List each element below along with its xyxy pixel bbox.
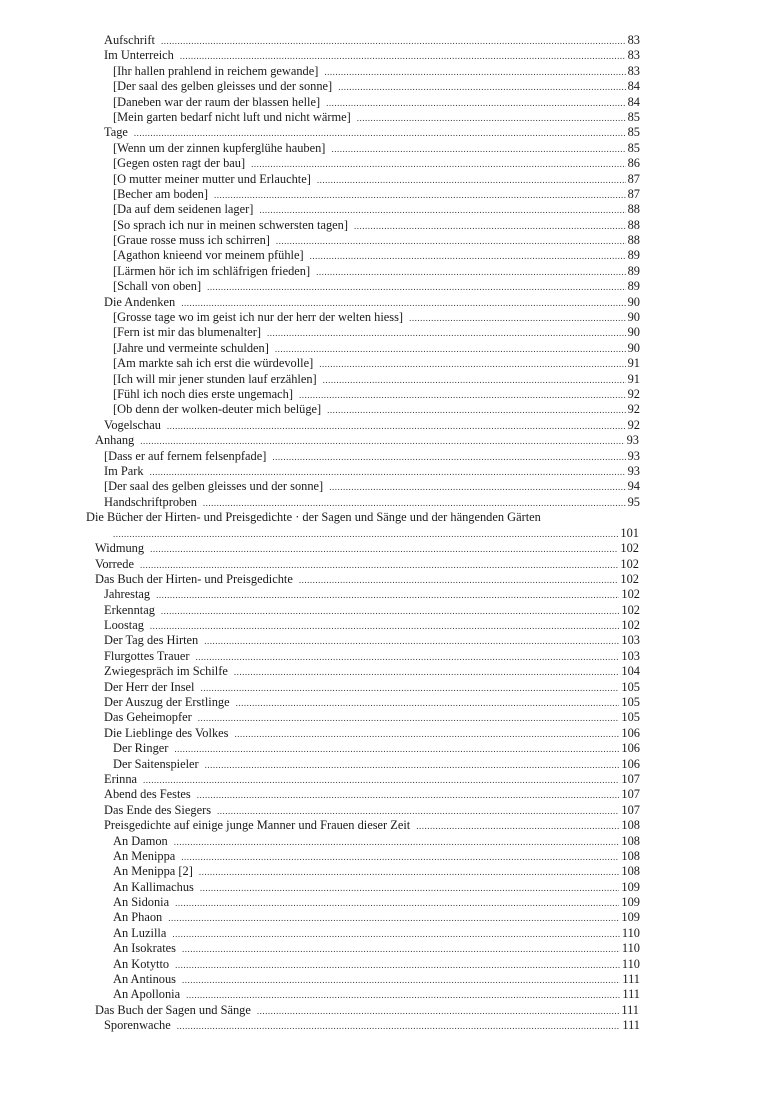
toc-entry[interactable] (0, 141, 770, 156)
toc-entry-title: [Ob denn der wolken-deuter mich belüge] (113, 402, 322, 417)
toc-entry-page: 83 (627, 63, 640, 78)
toc-entry[interactable] (0, 910, 770, 925)
toc-entry[interactable] (0, 680, 770, 695)
toc-entry-title: [Lärmen hör ich im schläfrigen frieden] (113, 263, 311, 278)
dot-leader (182, 973, 620, 988)
toc-entry-title: An Menippa [2] (113, 864, 193, 879)
toc-entry-title: Das Buch der Hirten- und Preisgedichte (95, 571, 293, 586)
toc-entry-page: 84 (627, 79, 640, 94)
toc-entry-title: Tage (104, 125, 128, 140)
toc-entry-title: [Agathon knieend vor meinem pfühle] (113, 248, 304, 263)
toc-entry[interactable] (0, 233, 770, 248)
toc-entry-title: An Phaon (113, 910, 163, 925)
toc-entry[interactable] (0, 218, 770, 233)
dot-leader (317, 173, 626, 188)
toc-entry[interactable] (0, 987, 770, 1002)
toc-entry-page: 105 (621, 679, 640, 694)
dot-leader (182, 942, 620, 957)
toc-entry-title: Das Buch der Sagen und Sänge (95, 1002, 251, 1017)
toc-entry-title: Zwiegespräch im Schilfe (104, 664, 228, 679)
toc-entry-title: Aufschrift (104, 33, 155, 47)
dot-leader (319, 357, 625, 372)
toc-entry-title: [Gegen osten ragt der bau] (113, 156, 246, 171)
toc-entry[interactable] (0, 418, 770, 433)
toc-entry[interactable] (0, 33, 770, 48)
toc-entry[interactable] (0, 48, 770, 63)
toc-entry[interactable] (0, 433, 770, 448)
dot-leader (409, 311, 626, 326)
toc-entry-page: 85 (627, 109, 640, 124)
toc-entry-page: 111 (621, 1002, 639, 1017)
toc-entry-page: 84 (627, 94, 640, 109)
toc-entry-title: Im Park (104, 463, 144, 478)
toc-entry-page: 109 (621, 879, 640, 894)
dot-leader (310, 249, 626, 264)
table-of-contents (0, 33, 770, 1034)
toc-entry-page: 93 (627, 463, 640, 478)
toc-entry-title: An Kallimachus (113, 879, 194, 894)
toc-entry[interactable] (0, 849, 770, 864)
toc-entry[interactable] (0, 325, 770, 340)
toc-entry-title: [Fern ist mir das blumenalter] (113, 325, 261, 340)
dot-leader (272, 450, 625, 465)
toc-entry[interactable] (0, 295, 770, 310)
toc-entry-page: 105 (621, 710, 640, 725)
toc-entry-page: 106 (621, 725, 640, 740)
toc-entry[interactable] (0, 95, 770, 110)
dot-leader (326, 96, 626, 111)
toc-entry[interactable] (0, 880, 770, 895)
dot-leader (195, 650, 619, 665)
toc-entry[interactable] (0, 741, 770, 756)
dot-leader (156, 588, 619, 603)
toc-entry-title: Loostag (104, 618, 144, 633)
toc-entry[interactable] (0, 957, 770, 972)
toc-entry-title: An Luzilla (113, 925, 167, 940)
toc-entry-page: 108 (621, 833, 640, 848)
toc-entry-page: 108 (621, 818, 640, 833)
toc-entry-title: [Schall von oben] (113, 279, 202, 294)
toc-entry[interactable] (0, 356, 770, 371)
toc-entry-page: 90 (627, 340, 640, 355)
dot-leader (168, 911, 619, 926)
toc-entry-page: 110 (621, 941, 640, 956)
toc-entry[interactable] (0, 603, 770, 618)
toc-entry-page: 111 (622, 1018, 640, 1033)
toc-entry-page: 109 (621, 895, 640, 910)
toc-entry[interactable] (0, 387, 770, 402)
toc-entry-page: 88 (627, 202, 640, 217)
toc-entry[interactable] (0, 372, 770, 387)
dot-leader (324, 65, 625, 80)
dot-leader (329, 480, 625, 495)
toc-entry-page: 83 (627, 48, 640, 63)
toc-entry-page: 106 (621, 756, 640, 771)
toc-entry[interactable] (0, 572, 770, 587)
dot-leader (357, 111, 626, 126)
dot-leader (174, 742, 619, 757)
toc-entry-page: 107 (621, 802, 640, 817)
dot-leader (134, 126, 626, 141)
toc-entry[interactable] (0, 248, 770, 263)
toc-entry[interactable] (0, 895, 770, 910)
dot-leader (234, 727, 619, 742)
dot-leader (140, 558, 618, 573)
toc-entry[interactable] (0, 479, 770, 494)
toc-entry[interactable] (0, 110, 770, 125)
toc-entry[interactable] (0, 264, 770, 279)
toc-entry-title: [O mutter meiner mutter und Erlauchte] (113, 171, 311, 186)
dot-leader (172, 927, 620, 942)
toc-entry-page: 108 (621, 864, 640, 879)
toc-entry[interactable] (0, 710, 770, 725)
toc-entry-page: 91 (627, 356, 640, 371)
toc-entry-title: Erinna (104, 771, 138, 786)
dot-leader (150, 465, 626, 480)
dot-leader (197, 788, 620, 803)
toc-entry-page: 111 (622, 972, 640, 987)
toc-entry-title: Das Ende des Siegers (104, 802, 212, 817)
dot-leader (174, 835, 620, 850)
dot-leader (198, 711, 620, 726)
toc-entry-title: An Antinous (113, 972, 176, 987)
toc-entry-page: 89 (627, 248, 640, 263)
toc-entry-title: Das Geheimopfer (104, 710, 192, 725)
toc-entry-page: 111 (622, 987, 640, 1002)
toc-entry-page: 93 (627, 448, 640, 463)
toc-entry-title: Der Herr der Insel (104, 679, 195, 694)
toc-entry[interactable] (0, 541, 770, 556)
toc-entry[interactable] (0, 172, 770, 187)
toc-entry[interactable] (0, 64, 770, 79)
dot-leader (180, 49, 626, 64)
toc-entry[interactable] (0, 633, 770, 648)
toc-entry-page: 103 (621, 633, 640, 648)
dot-leader (236, 696, 620, 711)
toc-entry-title: An Isokrates (113, 941, 176, 956)
dot-leader (175, 958, 620, 973)
toc-entry[interactable] (0, 864, 770, 879)
toc-entry-title: [Dass er auf fernem felsenpfade] (104, 448, 267, 463)
dot-leader (186, 988, 620, 1003)
toc-entry-page: 102 (621, 602, 640, 617)
toc-entry[interactable] (0, 279, 770, 294)
dot-leader (338, 80, 625, 95)
dot-leader (150, 542, 618, 557)
toc-entry-title: Der Auszug der Erstlinge (104, 695, 230, 710)
toc-entry-title: Der Ringer (113, 741, 169, 756)
dot-leader (200, 881, 620, 896)
toc-entry-page: 90 (627, 310, 640, 325)
toc-entry[interactable] (0, 803, 770, 818)
toc-entry-title: Vogelschau (104, 417, 161, 432)
toc-entry-title: Die Lieblinge des Volkes (104, 725, 229, 740)
dot-leader (181, 296, 625, 311)
toc-entry-page: 90 (627, 325, 640, 340)
toc-entry-title: [Der saal des gelben gleisses und der sonne] (113, 79, 333, 94)
toc-entry-page: 91 (627, 371, 640, 386)
toc-entry-title: [So sprach ich nur in meinen schwersten tagen] (113, 217, 349, 232)
dot-leader (207, 280, 626, 295)
toc-entry-title: An Apollonia (113, 987, 181, 1002)
toc-entry-page: 110 (621, 925, 640, 940)
toc-entry-page: 107 (621, 771, 640, 786)
dot-leader (113, 527, 618, 542)
dot-leader (234, 665, 620, 680)
toc-entry-title: Handschriftproben (104, 494, 197, 509)
toc-entry-title: An Damon (113, 833, 168, 848)
toc-entry[interactable] (0, 695, 770, 710)
dot-leader (323, 373, 626, 388)
toc-entry-page: 108 (621, 848, 640, 863)
toc-entry-title: Die Andenken (104, 294, 176, 309)
toc-entry-title: [Fühl ich noch dies erste ungemach] (113, 386, 293, 401)
toc-entry-page: 102 (620, 571, 639, 586)
toc-entry-title: [Am markte sah ich erst die würdevolle] (113, 356, 314, 371)
toc-entry[interactable] (0, 941, 770, 956)
toc-entry-page: 93 (626, 433, 639, 448)
dot-leader (217, 804, 619, 819)
toc-entry-page: 87 (627, 171, 640, 186)
toc-entry-page: 92 (627, 402, 640, 417)
dot-leader (204, 634, 619, 649)
toc-entry-title: [Daneben war der raum der blassen helle] (113, 94, 321, 109)
dot-leader (199, 865, 620, 880)
dot-leader (175, 896, 619, 911)
toc-entry[interactable] (0, 510, 770, 541)
toc-entry-title: Der Saitenspieler (113, 756, 199, 771)
toc-entry-title: Jahrestag (104, 587, 151, 602)
toc-entry-page: 102 (621, 587, 640, 602)
toc-entry[interactable] (0, 341, 770, 356)
toc-entry-page: 89 (627, 279, 640, 294)
dot-leader (167, 419, 626, 434)
toc-entry-page: 105 (621, 695, 640, 710)
toc-entry[interactable] (0, 1003, 770, 1018)
toc-entry-title: [Ich will mir jener stunden lauf erzählen] (113, 371, 317, 386)
dot-leader (327, 403, 625, 418)
toc-entry-page: 107 (621, 787, 640, 802)
toc-entry-page: 90 (627, 294, 640, 309)
toc-entry-title: Widmung (95, 541, 145, 556)
dot-leader (251, 157, 625, 172)
toc-entry-page: 102 (621, 618, 640, 633)
toc-entry[interactable] (0, 449, 770, 464)
toc-entry[interactable] (0, 818, 770, 833)
dot-leader (161, 604, 619, 619)
toc-entry[interactable] (0, 926, 770, 941)
dot-leader (416, 819, 619, 834)
toc-entry-page: 87 (627, 186, 640, 201)
toc-entry-title: [Graue rosse muss ich schirren] (113, 233, 270, 248)
dot-leader (214, 188, 626, 203)
toc-entry-title: [Mein garten bedarf nicht luft und nicht wärme] (113, 109, 351, 124)
toc-entry-title: An Menippa (113, 848, 176, 863)
toc-entry-page: 101 (620, 525, 639, 540)
dot-leader (299, 388, 626, 403)
toc-entry-page: 102 (620, 541, 639, 556)
toc-entry-page: 110 (621, 956, 640, 971)
toc-entry[interactable] (0, 1018, 770, 1033)
toc-entry-title: Im Unterreich (104, 48, 174, 63)
toc-entry[interactable] (0, 464, 770, 479)
toc-entry-page: 104 (621, 664, 640, 679)
dot-leader (267, 326, 626, 341)
toc-entry-title: Preisgedichte auf einige junge Manner und Frauen dieser Zeit (104, 818, 411, 833)
toc-entry-page: 88 (627, 217, 640, 232)
toc-entry[interactable] (0, 557, 770, 572)
dot-leader (200, 681, 619, 696)
toc-entry[interactable] (0, 757, 770, 772)
dot-leader (203, 496, 626, 511)
dot-leader (143, 773, 619, 788)
toc-entry-page: 109 (621, 910, 640, 925)
toc-entry[interactable] (0, 402, 770, 417)
toc-entry-page: 94 (627, 479, 640, 494)
toc-entry-title: Flurgottes Trauer (104, 648, 190, 663)
toc-entry[interactable] (0, 664, 770, 679)
toc-entry-title: Der Tag des Hirten (104, 633, 199, 648)
toc-entry[interactable] (0, 834, 770, 849)
toc-entry-title: An Sidonia (113, 895, 170, 910)
toc-entry[interactable] (0, 202, 770, 217)
toc-entry-page: 89 (627, 263, 640, 278)
toc-entry-title: [Grosse tage wo im geist ich nur der herr der welten hiess] (113, 310, 404, 325)
dot-leader (161, 34, 626, 49)
toc-entry-title: [Jahre und vermeinte schulden] (113, 340, 269, 355)
toc-entry[interactable] (0, 618, 770, 633)
toc-entry-title: Sporenwache (104, 1018, 171, 1033)
dot-leader (276, 234, 626, 249)
dot-leader (205, 758, 620, 773)
toc-entry-page: 83 (627, 33, 640, 47)
dot-leader (316, 265, 625, 280)
toc-entry-title: Abend des Festes (104, 787, 191, 802)
dot-leader (257, 1004, 619, 1019)
toc-entry[interactable] (0, 787, 770, 802)
toc-entry[interactable] (0, 310, 770, 325)
toc-entry-title: Vorrede (95, 556, 134, 571)
dot-leader (299, 573, 619, 588)
toc-entry[interactable] (0, 772, 770, 787)
toc-entry-title: [Ihr hallen prahlend in reichem gewande] (113, 63, 319, 78)
toc-entry-page: 102 (620, 556, 639, 571)
toc-entry-page: 85 (627, 140, 640, 155)
toc-entry-title: Anhang (95, 433, 135, 448)
toc-entry-title: [Der saal des gelben gleisses und der sonne] (104, 479, 324, 494)
toc-entry[interactable] (0, 726, 770, 741)
toc-entry-title: [Becher am boden] (113, 186, 208, 201)
toc-entry[interactable] (0, 495, 770, 510)
toc-entry-page: 95 (627, 494, 640, 509)
dot-leader (354, 219, 626, 234)
dot-leader (331, 142, 625, 157)
toc-entry-page: 88 (627, 233, 640, 248)
toc-entry-page: 103 (621, 648, 640, 663)
toc-entry-page: 92 (627, 417, 640, 432)
toc-entry[interactable] (0, 125, 770, 140)
toc-entry-page: 85 (627, 125, 640, 140)
toc-entry[interactable] (0, 587, 770, 602)
dot-leader (275, 342, 626, 357)
toc-entry-title: [Da auf dem seidenen lager] (113, 202, 254, 217)
toc-entry-page: 86 (627, 156, 640, 171)
dot-leader (150, 619, 619, 634)
toc-entry[interactable] (0, 187, 770, 202)
dot-leader (177, 1019, 621, 1034)
dot-leader (140, 434, 624, 449)
toc-entry[interactable] (0, 649, 770, 664)
toc-entry[interactable] (0, 79, 770, 94)
toc-entry-title: Die Bücher der Hirten- und Preisgedichte · der Sagen und Sänge und der hängenden Gärten (86, 510, 541, 525)
toc-entry-page: 92 (627, 386, 640, 401)
toc-entry-title: [Wenn um der zinnen kupferglühe hauben] (113, 140, 326, 155)
toc-entry-title: An Kotytto (113, 956, 170, 971)
toc-entry[interactable] (0, 972, 770, 987)
dot-leader (181, 850, 619, 865)
toc-entry-page: 106 (621, 741, 640, 756)
dot-leader (259, 203, 625, 218)
toc-entry-title: Erkenntag (104, 602, 155, 617)
toc-entry[interactable] (0, 156, 770, 171)
